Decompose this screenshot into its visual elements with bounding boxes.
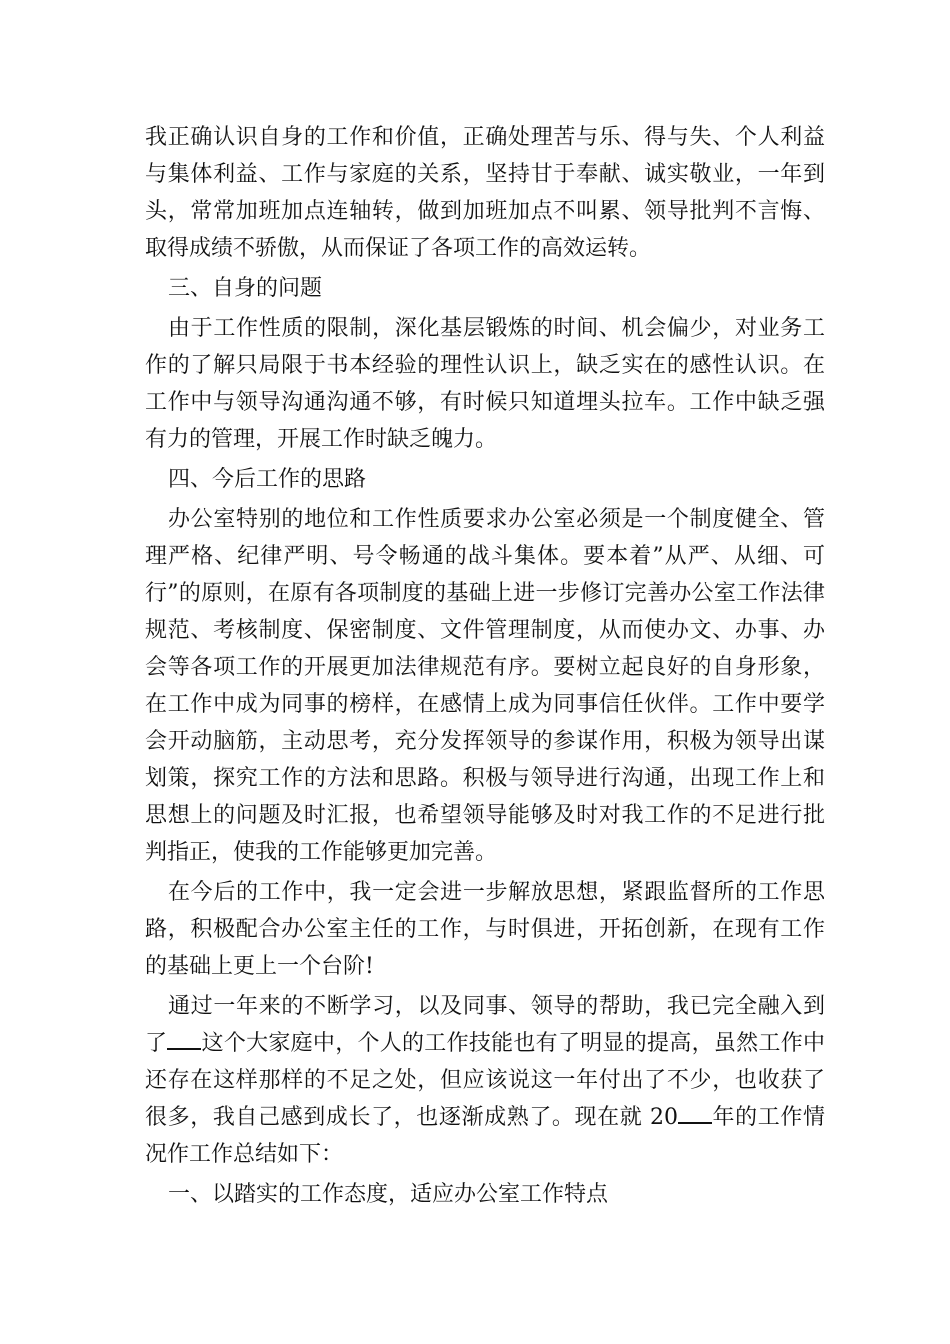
paragraph-own-problems: 由于工作性质的限制，深化基层锻炼的时间、机会偏少，对业务工作的了解只局限于书本经验的理性认识上，缺乏实在的感性认识。在工作中与领导沟通沟通不够，有时候只知道埋头拉车。工作中缺乏强有力的管理，开展工作时缺乏魄力。 — [145, 316, 825, 452]
section-heading-future-ideas: 四、今后工作的思路 — [168, 467, 367, 492]
section-heading-work-attitude: 一、以踏实的工作态度，适应办公室工作特点 — [168, 1182, 609, 1207]
fill-in-blank — [678, 1102, 712, 1124]
year-summary-part-1: 通过一年来的不断学习，以及同事、领导的帮助，我已完全融入到了 — [145, 994, 825, 1056]
document-body — [145, 119, 825, 1216]
fill-in-blank — [167, 1028, 201, 1050]
section-heading-own-problems: 三、自身的问题 — [168, 276, 323, 301]
year-summary-part-2: 这个大家庭中，个人的工作技能也有了明显的提高，虽然工作中还存在这样那样的不足之处，但应该说这一年付出了不少，也收获了很多，我自己感到成长了，也逐渐成熟了。现在就 20 — [145, 1031, 825, 1130]
paragraph-work-attitude: 我正确认识自身的工作和价值，正确处理苦与乐、得与失、个人利益与集体利益、工作与家庭的关系，坚持甘于奉献、诚实敬业，一年到头，常常加班加点连轴转，做到加班加点不叫累、领导批判不言悔、取得成绩不骄傲，从而保证了各项工作的高效运转。 — [145, 125, 825, 261]
paragraph-year-summary — [145, 988, 825, 1173]
year-summary-part-3: 年的工作情况作工作总结如下： — [145, 1105, 825, 1167]
paragraph-office-system: 办公室特别的地位和工作性质要求办公室必须是一个制度健全、管理严格、纪律严明、号令畅通的战斗集体。要本着”从严、从细、可行”的原则，在原有各项制度的基础上进一步修订完善办公室工作法律规范、考核制度、保密制度、文件管理制度，从而使办文、办事、办会等各项工作的开展更加法律规范有序。要树立起良好的自身形象，在工作中成为同事的榜样，在感情上成为同事信任伙伴。工作中要学会开动脑筋，主动思考，充分发挥领导的参谋作用，积极为领导出谋划策，探究工作的方法和思路。积极与领导进行沟通，出现工作上和思想上的问题及时汇报，也希望领导能够及时对我工作的不足进行批判指正，使我的工作能够更加完善。 — [145, 507, 825, 865]
paragraph-future-work: 在今后的工作中，我一定会进一步解放思想，紧跟监督所的工作思路，积极配合办公室主任的工作，与时俱进，开拓创新，在现有工作的基础上更上一个台阶! — [145, 880, 825, 979]
